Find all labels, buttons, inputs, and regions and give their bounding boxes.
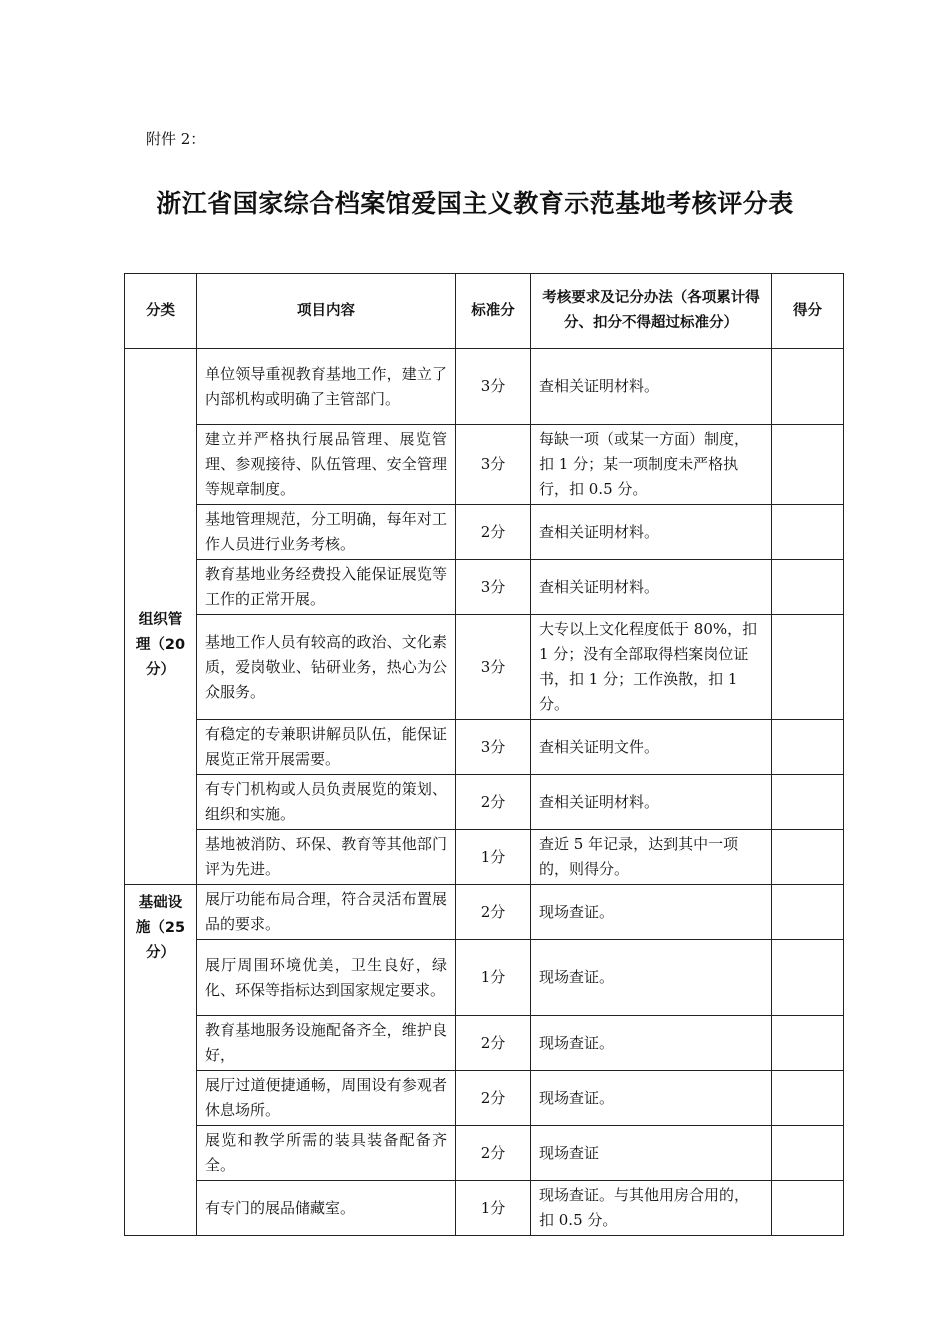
table-row (125, 349, 844, 425)
table-row (125, 830, 844, 885)
table-row (125, 615, 844, 720)
standard-cell: 2分 (456, 885, 531, 940)
content-cell: 展览和教学所需的装具装备配备齐全。 (197, 1126, 456, 1181)
score-cell[interactable] (772, 615, 844, 720)
table-row (125, 1071, 844, 1126)
table-row (125, 425, 844, 505)
score-cell[interactable] (772, 885, 844, 940)
standard-cell: 3分 (456, 560, 531, 615)
content-cell: 基地被消防、环保、教育等其他部门评为先进。 (197, 830, 456, 885)
header-row (125, 274, 844, 349)
score-cell[interactable] (772, 775, 844, 830)
content-cell: 单位领导重视教育基地工作，建立了内部机构或明确了主管部门。 (197, 349, 456, 425)
attachment-label: 附件 2： (146, 130, 206, 148)
content-cell: 有稳定的专兼职讲解员队伍，能保证展览正常开展需要。 (197, 720, 456, 775)
score-cell[interactable] (772, 349, 844, 425)
method-cell: 查相关证明材料。 (531, 775, 772, 830)
content-cell: 教育基地服务设施配备齐全，维护良好， (197, 1016, 456, 1071)
table-row (125, 505, 844, 560)
header-score: 得分 (772, 274, 844, 349)
page-title: 浙江省国家综合档案馆爱国主义教育示范基地考核评分表 (156, 189, 794, 218)
standard-cell: 3分 (456, 720, 531, 775)
scoring-table (124, 273, 844, 1236)
standard-cell: 3分 (456, 615, 531, 720)
standard-cell: 2分 (456, 505, 531, 560)
content-cell: 展厅功能布局合理，符合灵活布置展品的要求。 (197, 885, 456, 940)
standard-cell: 2分 (456, 775, 531, 830)
method-cell: 现场查证。与其他用房合用的，扣 0.5 分。 (531, 1181, 772, 1236)
method-cell: 查相关证明材料。 (531, 560, 772, 615)
method-cell: 查近 5 年记录，达到其中一项的，则得分。 (531, 830, 772, 885)
table-row (125, 775, 844, 830)
category-cell: 组织管理（20分） (125, 349, 197, 885)
standard-cell: 1分 (456, 830, 531, 885)
content-cell: 有专门机构或人员负责展览的策划、组织和实施。 (197, 775, 456, 830)
score-cell[interactable] (772, 1016, 844, 1071)
content-cell: 建立并严格执行展品管理、展览管理、参观接待、队伍管理、安全管理等规章制度。 (197, 425, 456, 505)
score-cell[interactable] (772, 1181, 844, 1236)
table-row (125, 1126, 844, 1181)
content-cell: 基地工作人员有较高的政治、文化素质，爱岗敬业、钻研业务，热心为公众服务。 (197, 615, 456, 720)
header-standard: 标准分 (456, 274, 531, 349)
score-cell[interactable] (772, 505, 844, 560)
content-cell: 基地管理规范，分工明确，每年对工作人员进行业务考核。 (197, 505, 456, 560)
table-row (125, 560, 844, 615)
content-cell: 展厅过道便捷通畅，周围设有参观者休息场所。 (197, 1071, 456, 1126)
standard-cell: 2分 (456, 1126, 531, 1181)
table-row (125, 720, 844, 775)
method-cell: 现场查证。 (531, 1071, 772, 1126)
method-cell: 查相关证明材料。 (531, 349, 772, 425)
table-row (125, 1181, 844, 1236)
method-cell: 每缺一项（或某一方面）制度，扣 1 分；某一项制度未严格执行，扣 0.5 分。 (531, 425, 772, 505)
score-cell[interactable] (772, 940, 844, 1016)
category-cell: 基础设施（25分） (125, 885, 197, 1236)
table-row (125, 885, 844, 940)
score-cell[interactable] (772, 830, 844, 885)
header-category: 分类 (125, 274, 197, 349)
score-cell[interactable] (772, 560, 844, 615)
method-cell: 现场查证。 (531, 940, 772, 1016)
score-cell[interactable] (772, 1071, 844, 1126)
method-cell: 现场查证。 (531, 1016, 772, 1071)
standard-cell: 2分 (456, 1016, 531, 1071)
standard-cell: 3分 (456, 425, 531, 505)
method-cell: 大专以上文化程度低于 80%，扣 1 分；没有全部取得档案岗位证书，扣 1 分；工作涣散，扣 1 分。 (531, 615, 772, 720)
method-cell: 查相关证明文件。 (531, 720, 772, 775)
content-cell: 有专门的展品储藏室。 (197, 1181, 456, 1236)
content-cell: 展厅周围环境优美，卫生良好，绿化、环保等指标达到国家规定要求。 (197, 940, 456, 1016)
method-cell: 现场查证。 (531, 885, 772, 940)
table-row (125, 1016, 844, 1071)
score-cell[interactable] (772, 1126, 844, 1181)
standard-cell: 2分 (456, 1071, 531, 1126)
score-cell[interactable] (772, 720, 844, 775)
table-row (125, 940, 844, 1016)
header-method: 考核要求及记分办法（各项累计得分、扣分不得超过标准分） (531, 274, 772, 349)
content-cell: 教育基地业务经费投入能保证展览等工作的正常开展。 (197, 560, 456, 615)
header-content: 项目内容 (197, 274, 456, 349)
method-cell: 现场查证 (531, 1126, 772, 1181)
standard-cell: 1分 (456, 1181, 531, 1236)
standard-cell: 1分 (456, 940, 531, 1016)
method-cell: 查相关证明材料。 (531, 505, 772, 560)
standard-cell: 3分 (456, 349, 531, 425)
score-cell[interactable] (772, 425, 844, 505)
